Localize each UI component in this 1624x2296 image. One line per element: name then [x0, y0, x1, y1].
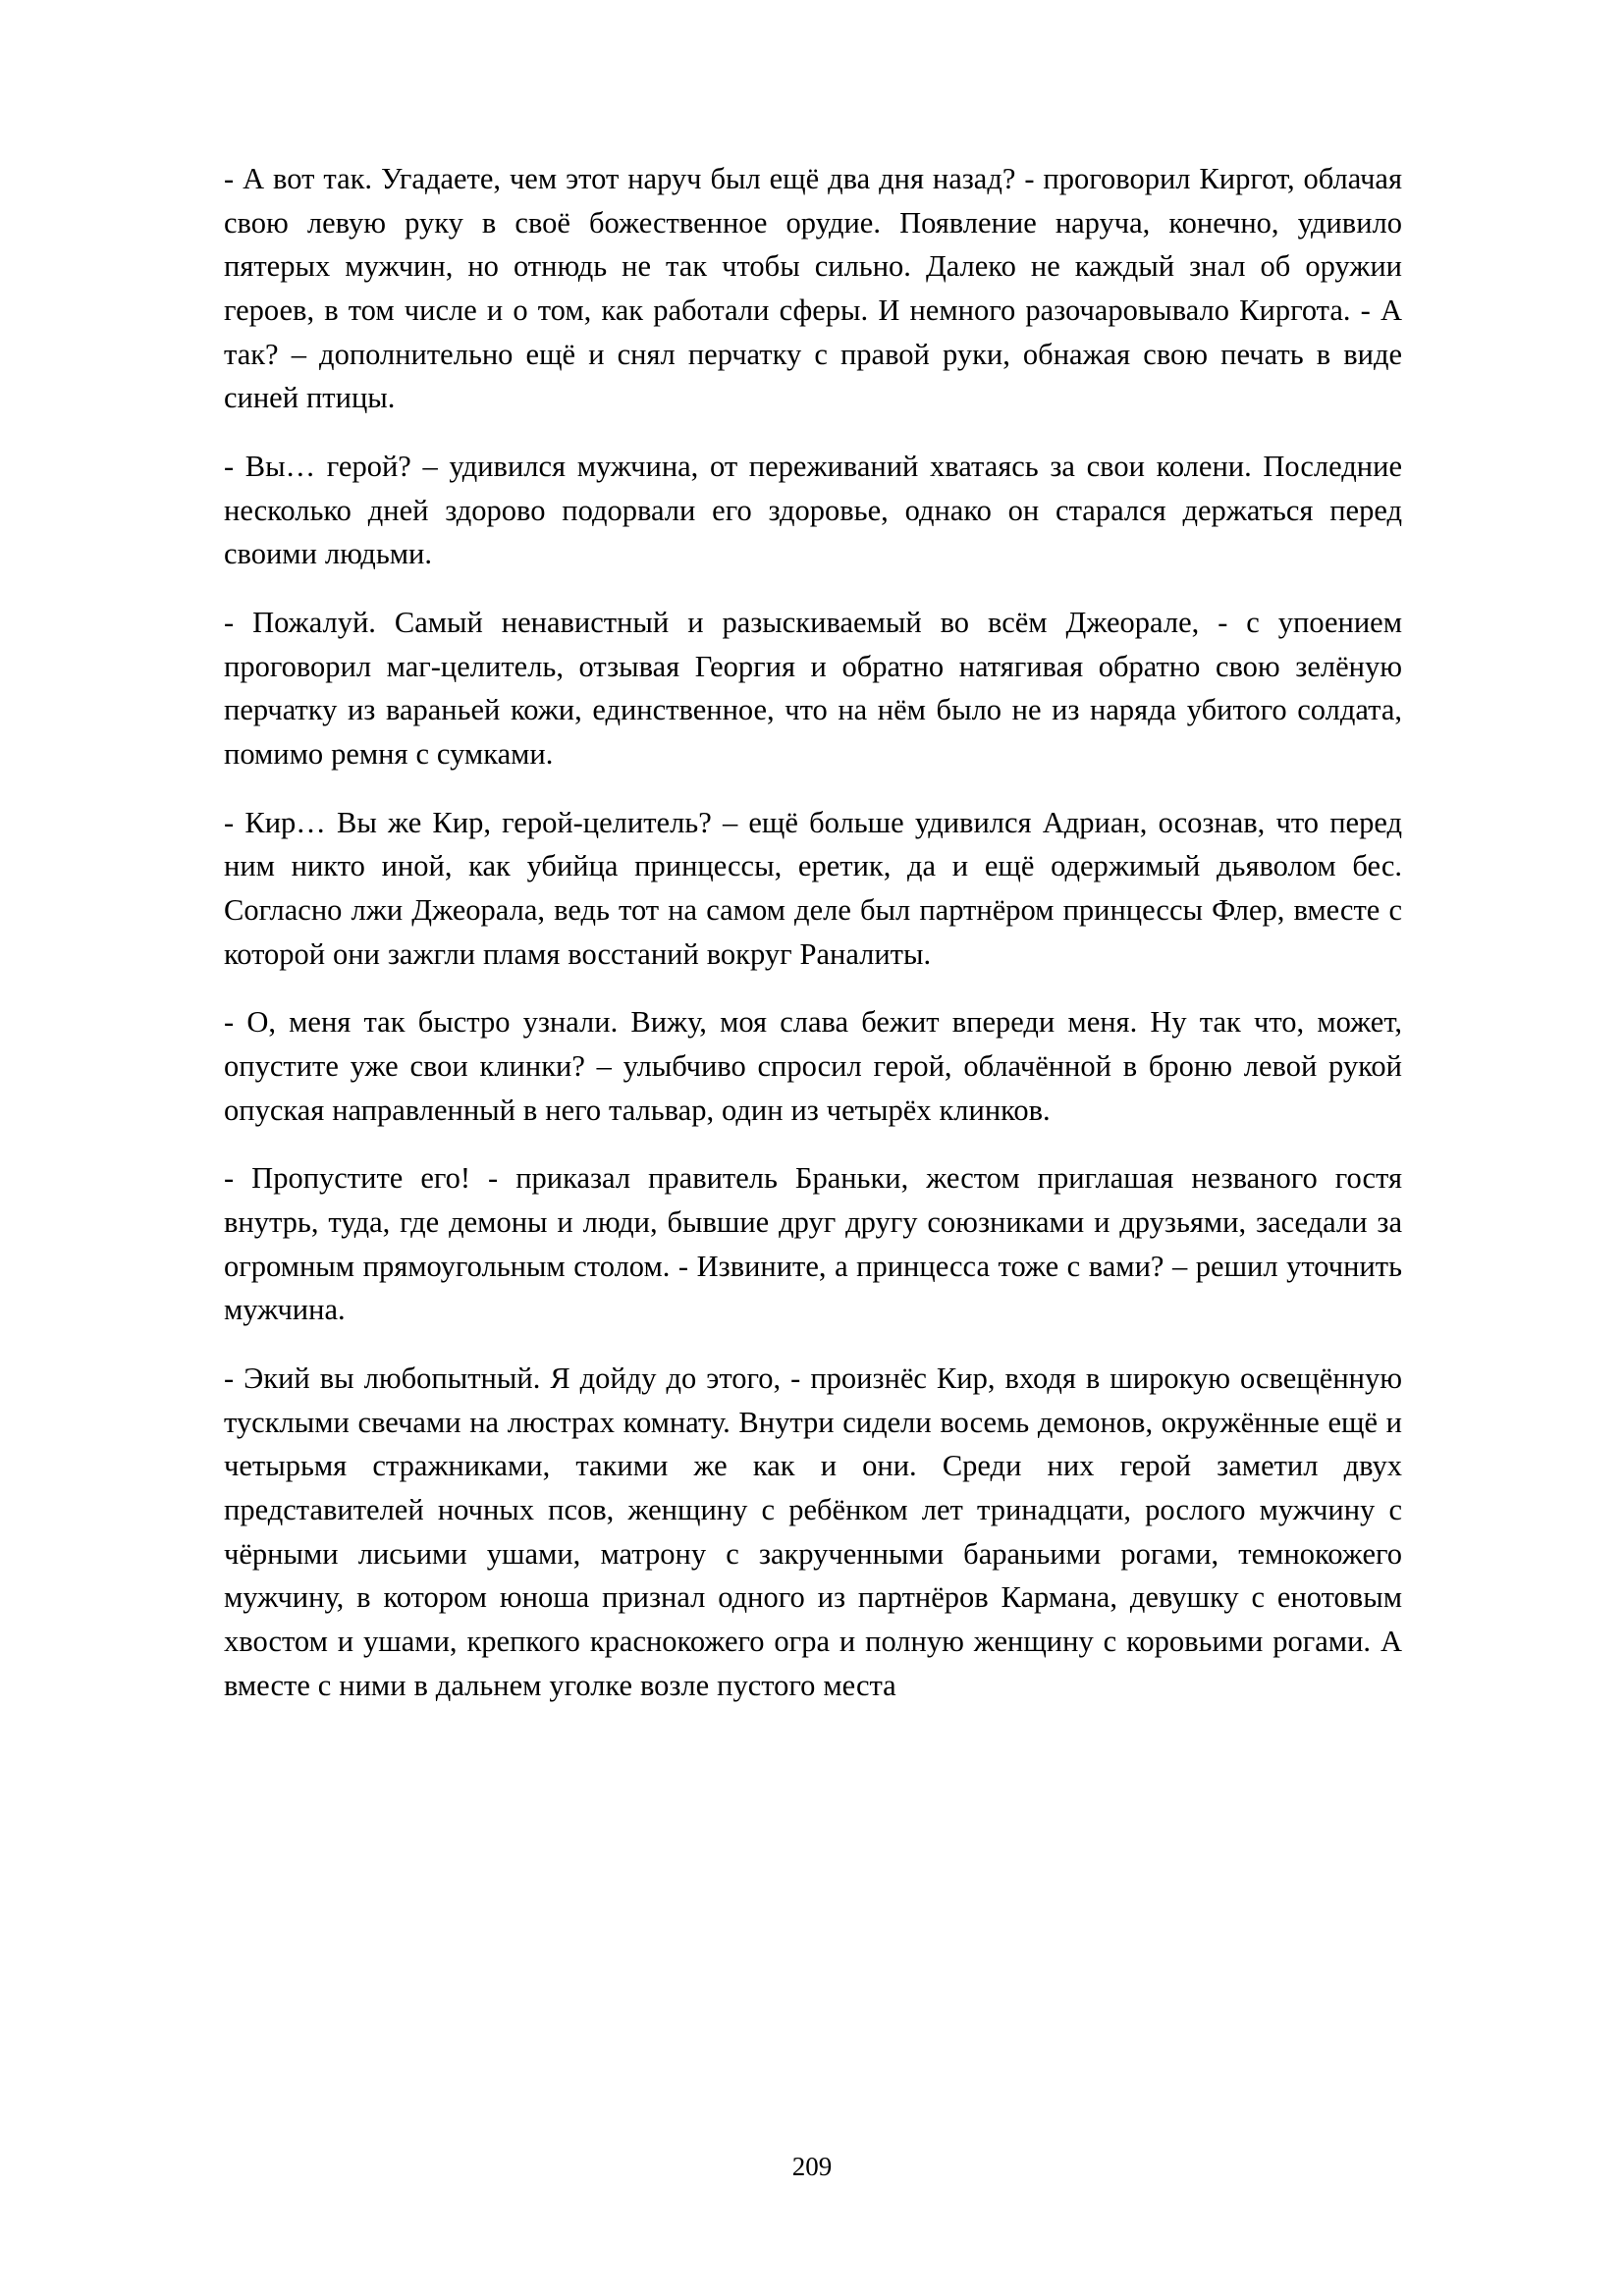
paragraph: - А вот так. Угадаете, чем этот наруч был ещё два дня назад? - проговорил Киргот, облачая свою левую руку в своё божественное орудие. Появление наруча, конечно, удивило пятерых мужчин, но отнюдь не так чтобы сильно. Далеко не каждый знал об оружии героев, в том числе и о том, как работали сферы. И немного разочаровывало Киргота. - А так? – дополнительно ещё и снял перчатку с правой руки, обнажая свою печать в виде синей птицы. — [224, 162, 1402, 415]
paragraph: - Экий вы любопытный. Я дойду до этого, - произнёс Кир, входя в широкую освещённую тусклыми свечами на люстрах комнату. Внутри сидели восемь демонов, окружённые ещё и четырьмя стражниками, такими же как и они. Среди них герой заметил двух представителей ночных псов, женщину с ребёнком лет тринадцати, рослого мужчину с чёрными лисьими ушами, матрону с закрученными бараньими рогами, темнокожего мужчину, в котором юноша признал одного из партнёров Кармана, девушку с енотовым хвостом и ушами, крепкого краснокожего огра и полную женщину с коровьими рогами. А вместе с ними в дальнем уголке возле пустого места — [224, 1362, 1402, 1702]
paragraph: - Пропустите его! - приказал правитель Браньки, жестом приглашая незваного гостя внутрь, туда, где демоны и люди, бывшие друг другу союзниками и друзьями, заседали за огромным прямоугольным столом. - Извините, а принцесса тоже с вами? – решил уточнить мужчина. — [224, 1161, 1402, 1327]
paragraph: - Пожалуй. Самый ненавистный и разыскиваемый во всём Джеорале, - с упоением проговорил маг-целитель, отзывая Георгия и обратно натягивая обратно свою зелёную перчатку из вараньей кожи, единственное, что на нём было не из наряда убитого солдата, помимо ремня с сумками. — [224, 606, 1402, 772]
paragraph: - Кир… Вы же Кир, герой-целитель? – ещё больше удивился Адриан, осознав, что перед ним никто иной, как убийца принцессы, еретик, да и ещё одержимый дьяволом бес. Согласно лжи Джеорала, ведь тот на самом деле был партнёром принцессы Флер, вместе с которой они зажгли пламя восстаний вокруг Раналиты. — [224, 805, 1402, 971]
page-body-text — [224, 157, 1402, 1708]
paragraph: - Вы… герой? – удивился мужчина, от переживаний хватаясь за свои колени. Последние несколько дней здорово подорвали его здоровье, однако он старался держаться перед своими людьми. — [224, 450, 1402, 571]
paragraph: - О, меня так быстро узнали. Вижу, моя слава бежит впереди меня. Ну так что, может, опустите уже свои клинки? – улыбчиво спросил герой, облачённой в броню левой рукой опуская направленный в него тальвар, один из четырёх клинков. — [224, 1005, 1402, 1127]
page-number: 209 — [791, 2152, 833, 2181]
